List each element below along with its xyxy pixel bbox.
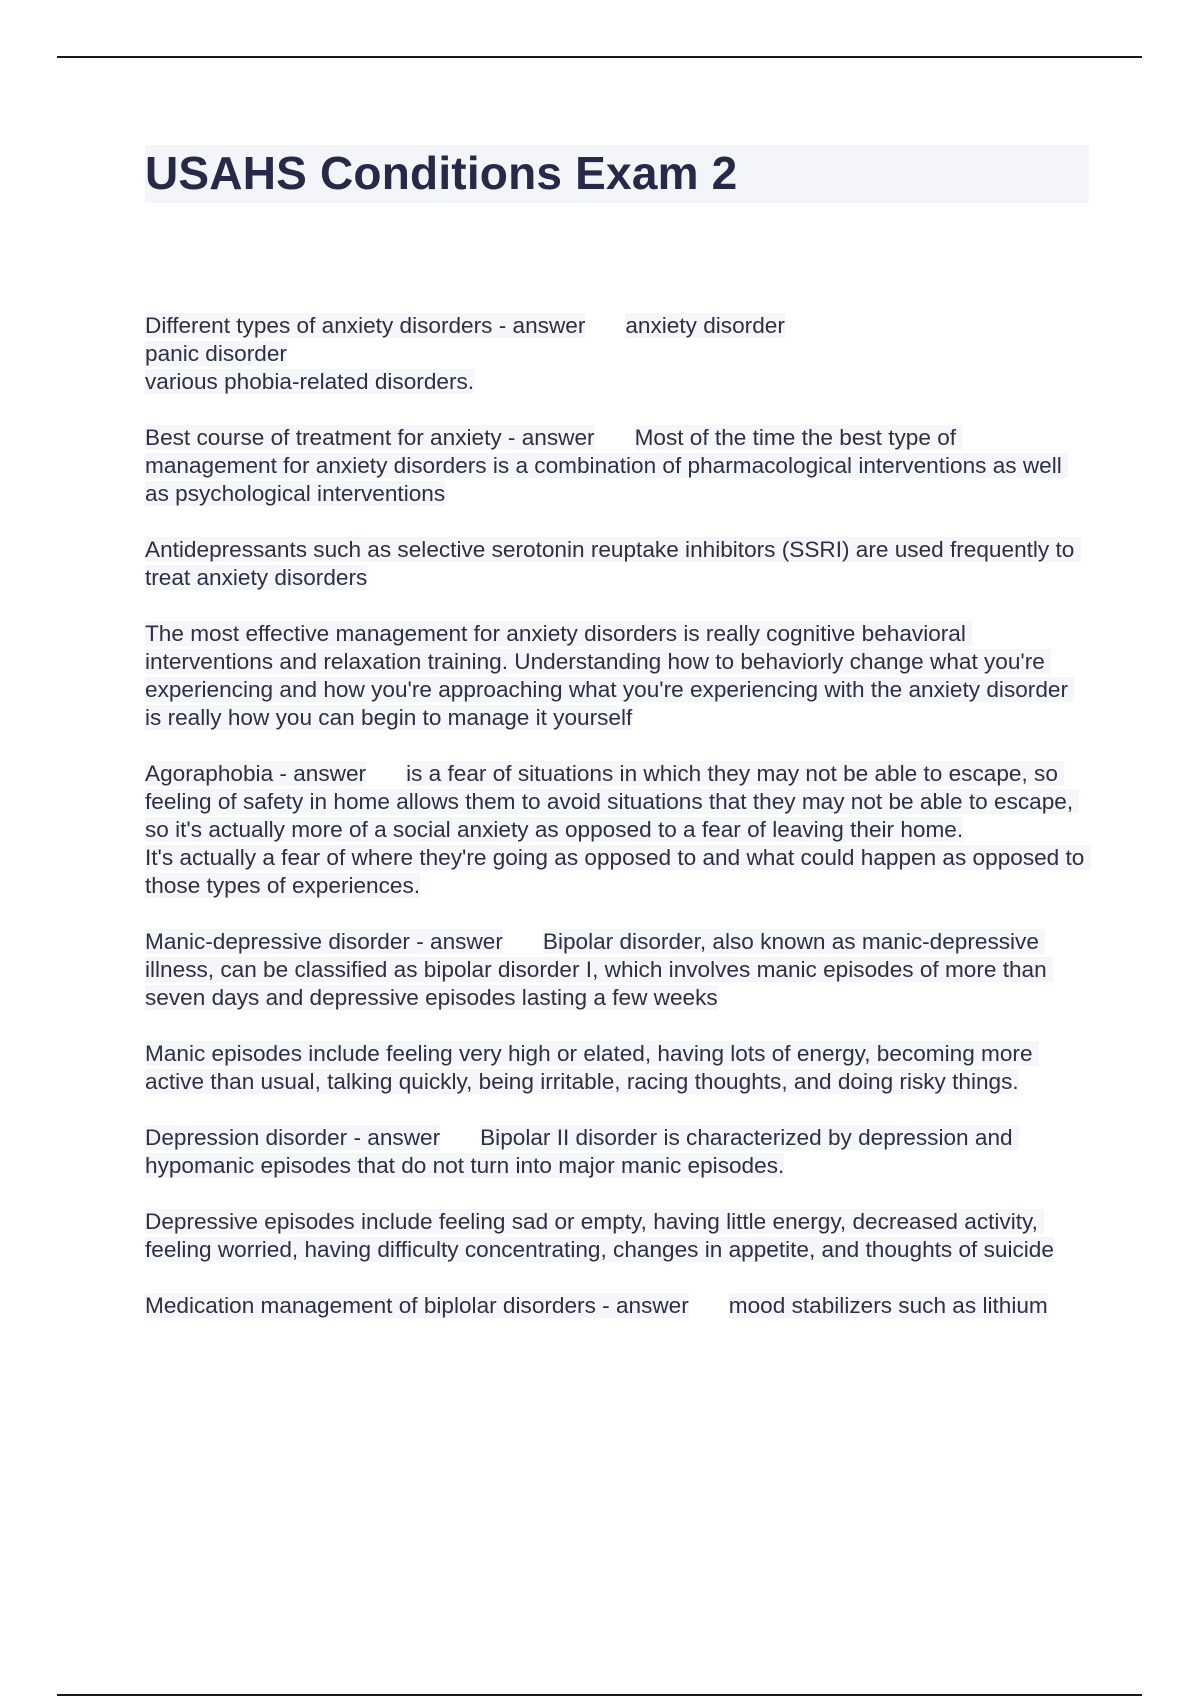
note-7 xyxy=(145,1040,1090,1096)
qa-list xyxy=(145,312,1090,1348)
answer-10: mood stabilizers such as lithium xyxy=(728,1293,1048,1318)
qa-entry-2 xyxy=(145,424,1090,508)
bottom-rule xyxy=(57,1694,1142,1696)
answer-4: The most effective management for anxiety disorders is really cognitive behavioral interventions and relaxation training. Understanding how to behaviorly change what you're experiencing and how you're approaching what you're experiencing with the anxiety disorder is really how you can begin to manage it yourself xyxy=(145,621,1075,730)
question-10: Medication management of biplolar disorders - answer xyxy=(145,1293,689,1318)
question-6: Manic-depressive disorder - answer xyxy=(145,929,503,954)
answer-2: Most of the time the best type of management for anxiety disorders is a combination of pharmacological interventions as well as psychological interventions xyxy=(145,425,1069,506)
question-5: Agoraphobia - answer xyxy=(145,761,367,786)
note-9 xyxy=(145,1208,1090,1264)
qa-entry-8 xyxy=(145,1124,1090,1180)
top-rule xyxy=(57,56,1142,58)
answer-5: is a fear of situations in which they may not be able to escape, so feeling of safety in home allows them to avoid situations that they may not be able to escape, so it's actually more of a social anxiety as opposed to a fear of leaving their home. It's actually a fear of where they're going as opposed to and what could happen as opposed to those types of experiences. xyxy=(145,761,1091,898)
note-3 xyxy=(145,536,1090,592)
question-8: Depression disorder - answer xyxy=(145,1125,441,1150)
qa-entry-10 xyxy=(145,1292,1090,1320)
answer-9: Depressive episodes include feeling sad or empty, having little energy, decreased activity, feeling worried, having difficulty concentrating, changes in appetite, and thoughts of suicide xyxy=(145,1209,1054,1262)
note-4 xyxy=(145,620,1090,732)
question-1: Different types of anxiety disorders - answer xyxy=(145,313,586,338)
answer-6: Bipolar disorder, also known as manic-depressive illness, can be classified as bipolar disorder I, which involves manic episodes of more than seven days and depressive episodes lasting a few weeks xyxy=(145,929,1053,1010)
question-2: Best course of treatment for anxiety - answer xyxy=(145,425,595,450)
answer-8: Bipolar II disorder is characterized by depression and hypomanic episodes that do not turn into major manic episodes. xyxy=(145,1125,1019,1178)
qa-entry-6 xyxy=(145,928,1090,1012)
qa-entry-5 xyxy=(145,760,1090,900)
answer-7: Manic episodes include feeling very high or elated, having lots of energy, becoming more active than usual, talking quickly, being irritable, racing thoughts, and doing risky things. xyxy=(145,1041,1039,1094)
answer-1: anxiety disorder panic disorder various phobia-related disorders. xyxy=(145,313,785,394)
qa-entry-1 xyxy=(145,312,1090,396)
page-title: USAHS Conditions Exam 2 xyxy=(145,147,738,199)
answer-3: Antidepressants such as selective serotonin reuptake inhibitors (SSRI) are used frequently to treat anxiety disorders xyxy=(145,537,1081,590)
